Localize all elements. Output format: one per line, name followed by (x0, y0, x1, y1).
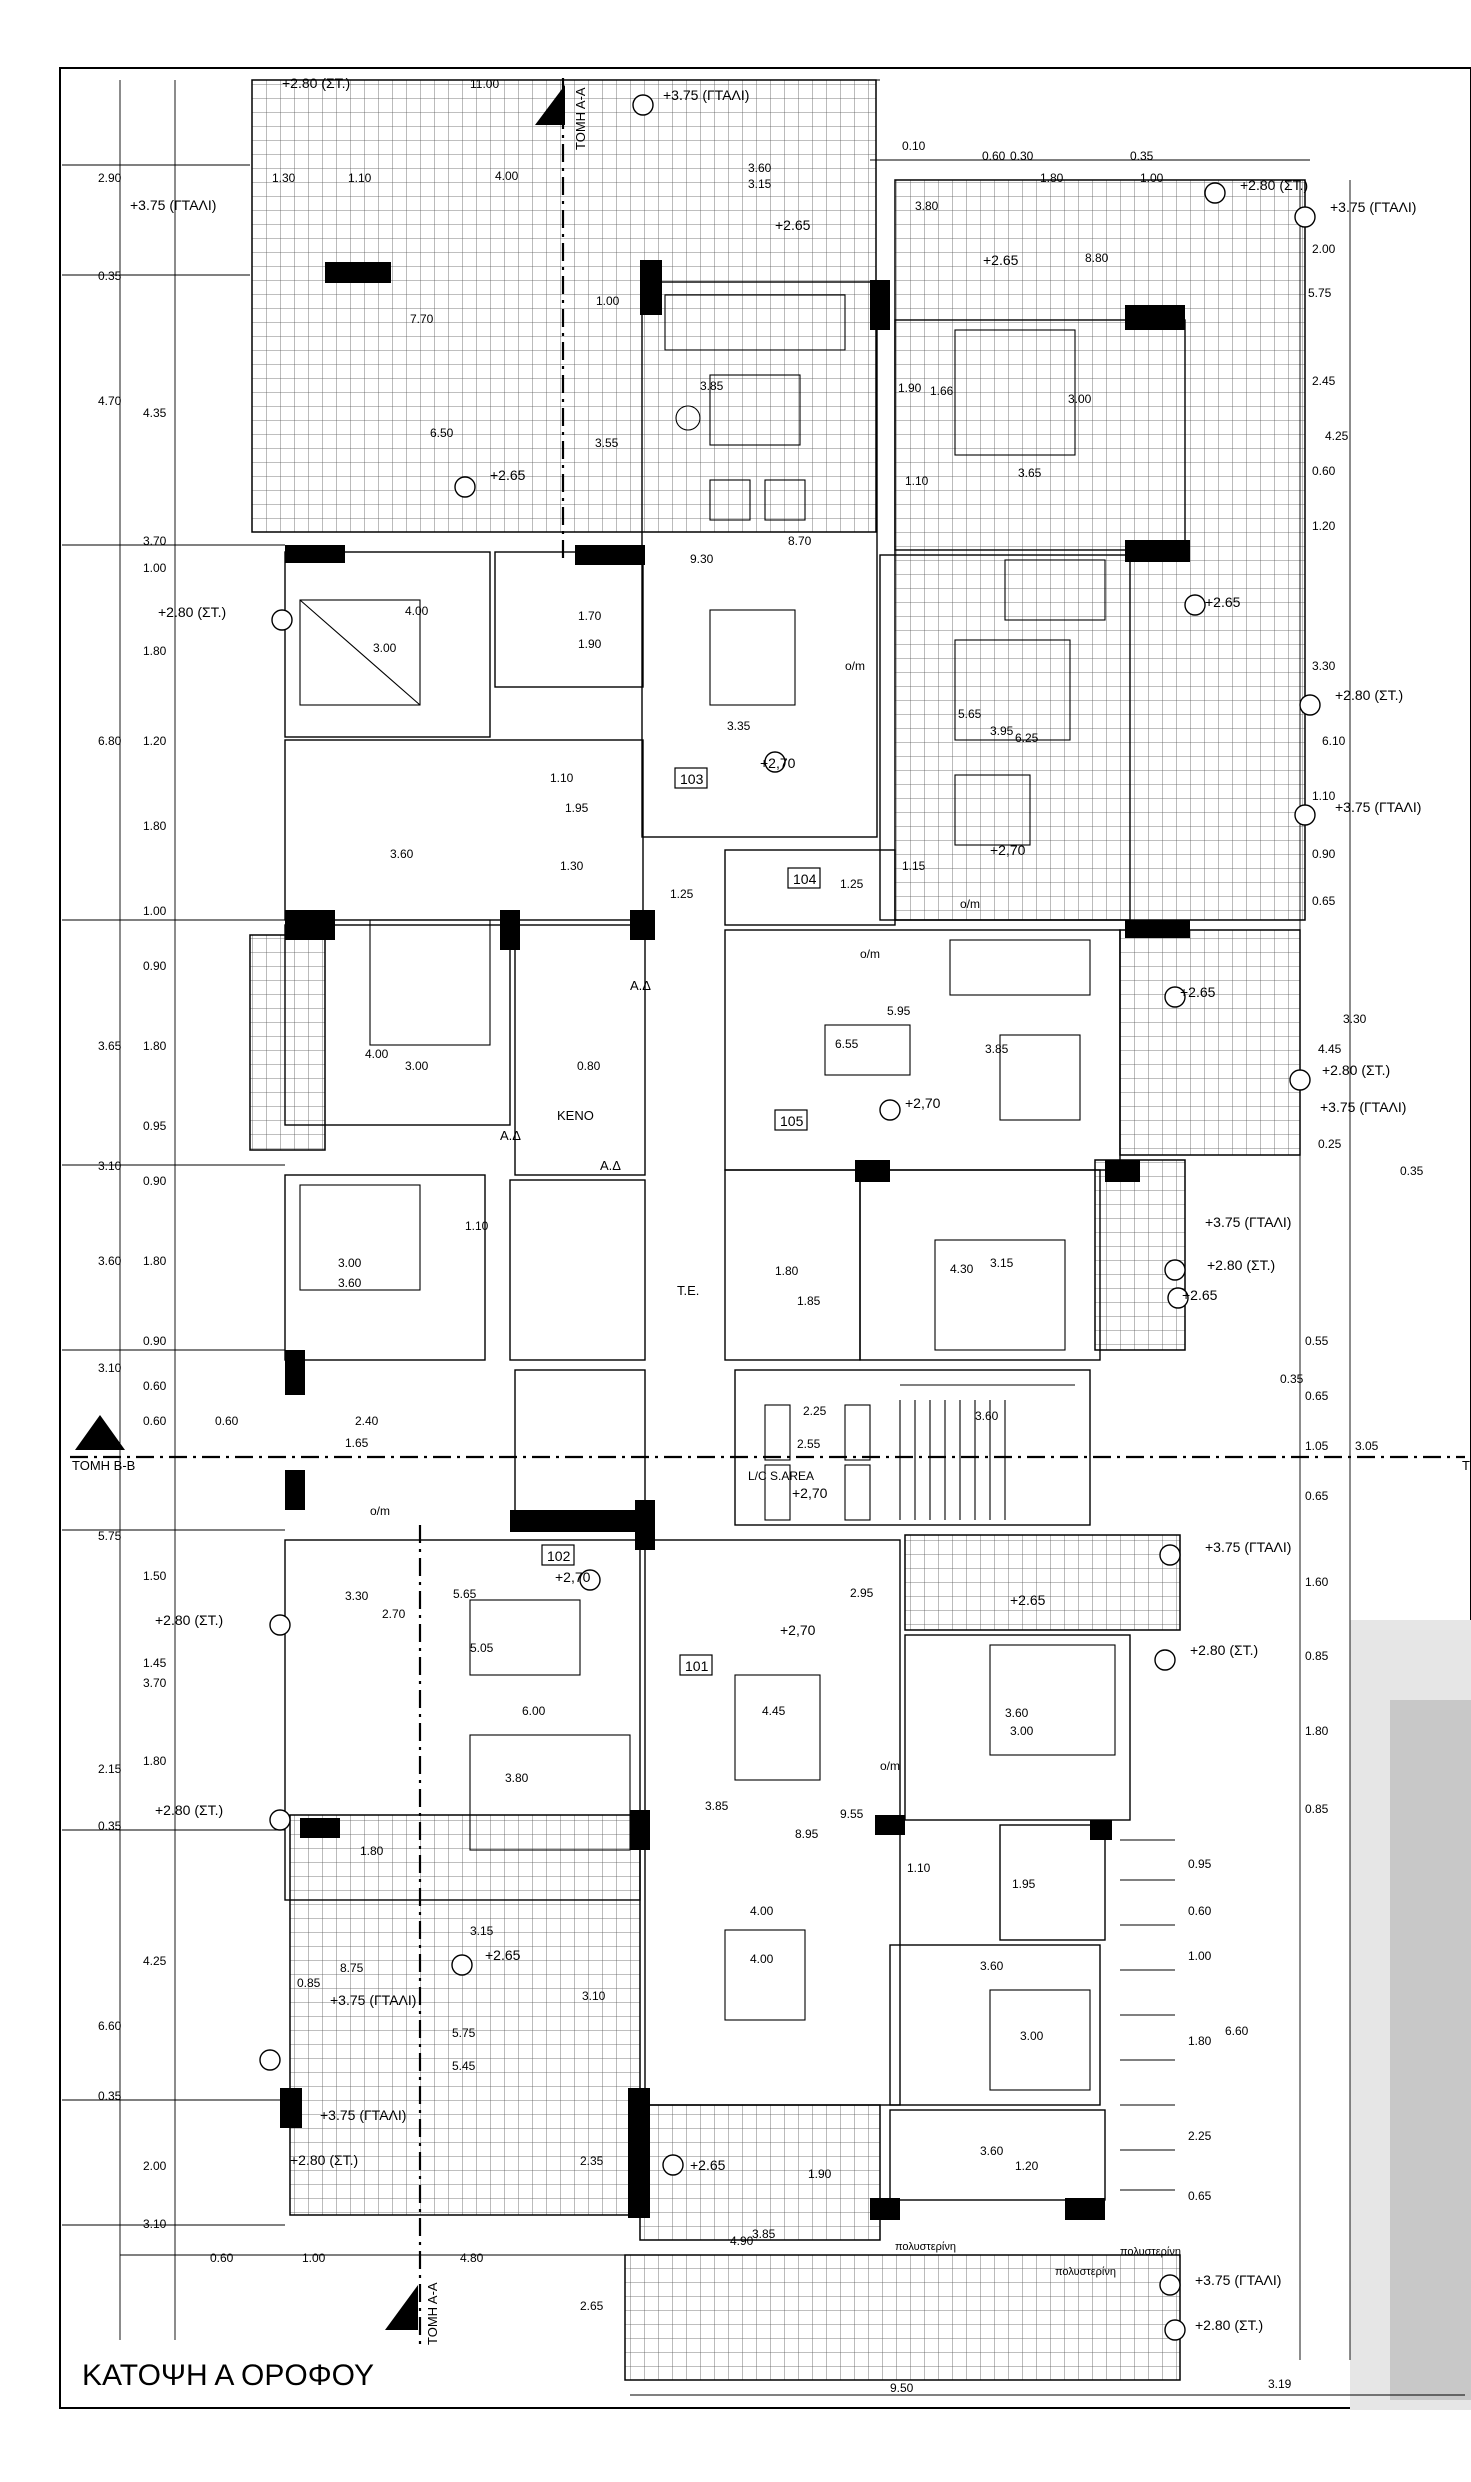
stairwell (735, 1370, 1090, 1525)
dim-label: 0.60 (210, 2251, 234, 2265)
level-label: +2,70 (990, 842, 1026, 858)
drawing-title: ΚΑΤΟΨΗ Α ΟΡΟΦΟΥ (82, 2359, 375, 2392)
bath-w2 (510, 1180, 645, 1360)
dim-label: 1.90 (808, 2167, 832, 2181)
dim-label: 6.60 (1225, 2024, 1249, 2038)
dim-label: 3.30 (1343, 1012, 1367, 1026)
dim-label: 1.10 (465, 1219, 489, 1233)
bedroom-e2 (860, 1170, 1100, 1360)
dim-label: 1.30 (560, 859, 584, 873)
level-label: +2.65 (1010, 1592, 1046, 1608)
dim-label: 3.65 (1018, 466, 1042, 480)
om-label: o/m (880, 1759, 901, 1773)
dim-label: 1.10 (905, 474, 929, 488)
dim-label: 0.85 (1305, 1649, 1329, 1663)
dim-label: 11.00 (470, 77, 500, 91)
level-label: +2.80 (ΣΤ.) (290, 2152, 359, 2168)
level-label: +2,70 (555, 1569, 591, 1585)
dim-label: 4.25 (143, 1954, 167, 1968)
dim-label: 2.25 (1188, 2129, 1212, 2143)
level-label: +3.75 (ΓΤΑΛΙ) (330, 1992, 417, 2008)
level-label: +2.65 (485, 1947, 521, 1963)
level-label: +2.80 (ΣΤ.) (1240, 177, 1309, 193)
dim-label: 3.00 (373, 641, 397, 655)
dim-label: 1.85 (797, 1294, 821, 1308)
dim-label: 1.00 (143, 561, 167, 575)
level-label: +2.65 (983, 252, 1019, 268)
dim-label: 2.90 (98, 171, 122, 185)
dim-label: 1.25 (840, 877, 864, 891)
dim-label: 4.30 (950, 1262, 974, 1276)
dim-label: 3.60 (980, 1959, 1004, 1973)
dim-label: 8.70 (788, 534, 812, 548)
dim-label: 2.95 (850, 1586, 874, 1600)
terrace-right-low (1095, 1160, 1185, 1350)
keno-void (515, 925, 645, 1175)
dim-label: 6.00 (522, 1704, 546, 1718)
dim-label: 1.66 (930, 384, 954, 398)
bedroom-w2 (285, 1175, 485, 1360)
level-label: +3.75 (ΓΤΑΛΙ) (1205, 1539, 1292, 1555)
level-label: +3.75 (ΓΤΑΛΙ) (663, 87, 750, 103)
dim-label: 3.70 (143, 534, 167, 548)
dim-label: 1.00 (143, 904, 167, 918)
dim-label: 0.35 (1130, 149, 1154, 163)
om-label: o/m (845, 659, 866, 673)
dim-label: 3.30 (345, 1589, 369, 1603)
dim-label: 0.90 (143, 1334, 167, 1348)
level-label: +2,70 (792, 1485, 828, 1501)
polysterini-label: πολυστερίνη (895, 2241, 956, 2253)
dim-label: 1.25 (670, 887, 694, 901)
dim-label: 3.95 (990, 724, 1014, 738)
dim-label: 1.80 (1040, 171, 1064, 185)
level-label: +2,70 (905, 1095, 941, 1111)
section-label-aa-top: ΤΟΜΗ Α-Α (573, 87, 588, 150)
level-label: +2.80 (ΣΤ.) (1190, 1642, 1259, 1658)
ad-label: Α.Δ (500, 1128, 521, 1143)
dim-label: 1.60 (1305, 1575, 1329, 1589)
polysterini-label: πολυστερίνη (1120, 2246, 1181, 2258)
dim-label: 4.00 (365, 1047, 389, 1061)
dim-label: 1.80 (143, 819, 167, 833)
dim-label: 1.65 (345, 1436, 369, 1450)
terrace-right-mid (1120, 930, 1300, 1155)
dim-label: 3.85 (752, 2227, 776, 2241)
dim-label: 5.05 (470, 1641, 494, 1655)
section-arrow-bb (75, 1415, 125, 1450)
dim-label: 3.00 (1068, 392, 1092, 406)
dim-label: 6.60 (98, 2019, 122, 2033)
dim-label: 3.10 (143, 2217, 167, 2231)
dim-label: 4.25 (1325, 429, 1349, 443)
dim-label: 2.00 (1312, 242, 1336, 256)
dim-label: 0.35 (98, 269, 122, 283)
dim-label: 1.50 (143, 1569, 167, 1583)
dim-label: 2.25 (803, 1404, 827, 1418)
dim-label: 3.30 (1312, 659, 1336, 673)
dim-label: 1.10 (1312, 789, 1336, 803)
apt-number: 102 (547, 1548, 571, 1564)
level-label: +2.65 (490, 467, 526, 483)
level-label: +2,70 (760, 755, 796, 771)
dim-label: 2.55 (797, 1437, 821, 1451)
dim-label: 2.15 (98, 1762, 122, 1776)
dim-label: 9.50 (890, 2381, 914, 2395)
section-label-aa-bottom: ΤΟΜΗ Α-Α (425, 2282, 440, 2345)
dim-label: 0.60 (143, 1414, 167, 1428)
dim-label: 3.05 (1355, 1439, 1379, 1453)
dim-label: 4.90 (730, 2234, 754, 2248)
dim-label: 1.10 (550, 771, 574, 785)
dim-label: 3.15 (748, 177, 772, 191)
bath-nw (495, 552, 643, 687)
terrace-mid-right (905, 1535, 1180, 1630)
dim-label: 6.80 (98, 734, 122, 748)
dim-label: 5.75 (452, 2026, 476, 2040)
level-label: +2.80 (ΣΤ.) (1195, 2317, 1264, 2333)
dim-label: 3.60 (980, 2144, 1004, 2158)
level-label: +3.75 (ΓΤΑΛΙ) (1330, 199, 1417, 215)
dim-label: 0.65 (1188, 2189, 1212, 2203)
dim-label: 3.60 (748, 161, 772, 175)
dim-label: 0.60 (143, 1379, 167, 1393)
dim-label: 0.85 (1305, 1802, 1329, 1816)
section-label-bb: ΤΟΜΗ Β-Β (72, 1458, 136, 1473)
om-label: o/m (960, 897, 981, 911)
dim-label: 6.55 (835, 1037, 859, 1051)
dim-label: 1.20 (143, 734, 167, 748)
dim-label: 1.15 (902, 859, 926, 873)
dim-label: 1.05 (1305, 1439, 1329, 1453)
level-label: +2.65 (1180, 984, 1216, 1000)
dim-label: 8.80 (1085, 251, 1109, 265)
dim-label: 9.30 (690, 552, 714, 566)
level-label: +2.80 (ΣΤ.) (1335, 687, 1404, 703)
dim-label: 4.00 (750, 1952, 774, 1966)
dim-label: 0.90 (1312, 847, 1336, 861)
dim-label: 3.60 (98, 1254, 122, 1268)
dim-label: 4.70 (98, 394, 122, 408)
apt-number: 104 (793, 871, 817, 887)
dim-label: 0.35 (1280, 1372, 1304, 1386)
keno-label: ΚΕΝΟ (557, 1108, 594, 1123)
dim-label: 0.60 (215, 1414, 239, 1428)
dim-label: 1.95 (565, 801, 589, 815)
dim-label: 0.90 (143, 959, 167, 973)
dim-label: 3.00 (405, 1059, 429, 1073)
dim-label: 4.45 (1318, 1042, 1342, 1056)
dim-label: 0.60 (982, 149, 1006, 163)
dim-label: 1.10 (348, 171, 372, 185)
dim-label: 1.00 (302, 2251, 326, 2265)
dim-label: 3.60 (1005, 1706, 1029, 1720)
dim-label: 0.10 (902, 139, 926, 153)
dim-label: 5.45 (452, 2059, 476, 2073)
level-label: +3.75 (ΓΤΑΛΙ) (1335, 799, 1422, 815)
dim-label: 2.45 (1312, 374, 1336, 388)
dim-label: 3.60 (975, 1409, 999, 1423)
dim-label: 3.00 (338, 1256, 362, 1270)
lift-area-label: L/C S.AREA (748, 1469, 815, 1483)
dim-label: 0.90 (143, 1174, 167, 1188)
dim-label: 5.65 (453, 1587, 477, 1601)
dim-label: 1.00 (596, 294, 620, 308)
section-arrow-aa-bottom (385, 2285, 418, 2330)
left-dimensions (98, 171, 239, 2231)
dim-label: 4.35 (143, 406, 167, 420)
dim-label: 8.75 (340, 1961, 364, 1975)
dim-label: 2.70 (382, 1607, 406, 1621)
dim-label: 0.80 (577, 1059, 601, 1073)
level-label: +2.80 (ΣΤ.) (155, 1802, 224, 1818)
level-label: +2.80 (ΣΤ.) (1207, 1257, 1276, 1273)
dim-label: 3.10 (582, 1989, 606, 2003)
dim-label: 0.35 (98, 1819, 122, 1833)
dim-label: 3.10 (98, 1159, 122, 1173)
dim-label: 2.35 (580, 2154, 604, 2168)
dim-label: 6.10 (1322, 734, 1346, 748)
dim-label: 1.00 (1188, 1949, 1212, 1963)
dim-label: 4.00 (750, 1904, 774, 1918)
dim-label: 1.80 (775, 1264, 799, 1278)
dim-label: 1.80 (143, 644, 167, 658)
dim-label: 6.50 (430, 426, 454, 440)
dim-label: 3.80 (505, 1771, 529, 1785)
dim-label: 3.10 (98, 1361, 122, 1375)
dim-label: 5.95 (887, 1004, 911, 1018)
dim-label: 0.55 (1305, 1334, 1329, 1348)
dim-label: 3.00 (1010, 1724, 1034, 1738)
dim-label: 0.95 (1188, 1857, 1212, 1871)
apartment-labels (547, 771, 817, 1674)
level-label: +3.75 (ΓΤΑΛΙ) (130, 197, 217, 213)
dim-label: 3.80 (915, 199, 939, 213)
dim-label: 1.80 (143, 1754, 167, 1768)
dim-label: 0.85 (297, 1976, 321, 1990)
om-label: o/m (860, 947, 881, 961)
te-label: T.E. (677, 1283, 700, 1298)
dim-label: 1.80 (1305, 1724, 1329, 1738)
dim-label: 4.00 (405, 604, 429, 618)
dim-label: 1.00 (1140, 171, 1164, 185)
dim-label: 0.30 (1010, 149, 1034, 163)
dim-label: 1.80 (143, 1254, 167, 1268)
terraces (250, 80, 1305, 2380)
level-label: +2.80 (ΣΤ.) (155, 1612, 224, 1628)
dim-label: 3.00 (1020, 2029, 1044, 2043)
dim-label: 1.45 (143, 1656, 167, 1670)
dim-label: 0.65 (1305, 1489, 1329, 1503)
dim-label: 1.20 (1015, 2159, 1039, 2173)
dim-label: 1.80 (143, 1039, 167, 1053)
apt-number: 105 (780, 1113, 804, 1129)
dim-label: 0.35 (98, 2089, 122, 2103)
dim-label: 1.90 (898, 381, 922, 395)
dim-label: 7.70 (410, 312, 434, 326)
dim-label: 3.55 (595, 436, 619, 450)
dim-label: 3.70 (143, 1676, 167, 1690)
level-label: +2.80 (ΣΤ.) (1322, 1062, 1391, 1078)
level-label: +2.80 (ΣΤ.) (158, 604, 227, 620)
dim-label: 1.10 (907, 1861, 931, 1875)
om-label: o/m (370, 1504, 391, 1518)
dim-label: 1.70 (578, 609, 602, 623)
dim-label: 6.25 (1015, 731, 1039, 745)
dim-label: 8.95 (795, 1827, 819, 1841)
dim-label: 0.35 (1400, 1164, 1424, 1178)
dim-label: 3.15 (470, 1924, 494, 1938)
ad-label: Α.Δ (630, 978, 651, 993)
dim-label: 4.45 (762, 1704, 786, 1718)
apt-number: 101 (685, 1658, 709, 1674)
dim-label: 0.65 (1312, 894, 1336, 908)
dim-label: 3.60 (390, 847, 414, 861)
dim-label: 1.95 (1012, 1877, 1036, 1891)
terrace-left-strip (250, 935, 325, 1150)
dim-label: 3.35 (727, 719, 751, 733)
dim-label: 3.60 (338, 1276, 362, 1290)
level-label: +3.75 (ΓΤΑΛΙ) (1320, 1099, 1407, 1115)
dim-label: 2.65 (580, 2299, 604, 2313)
dim-label: 0.60 (1312, 464, 1336, 478)
dim-label: 1.20 (1312, 519, 1336, 533)
dim-label: 3.85 (700, 379, 724, 393)
level-label: +2.65 (690, 2157, 726, 2173)
scan-shadow-dark (1390, 1700, 1471, 2400)
apt-nw-living (285, 740, 643, 920)
dim-label: 4.80 (460, 2251, 484, 2265)
level-label: +3.75 (ΓΤΑΛΙ) (1205, 1214, 1292, 1230)
dim-label: 3.85 (985, 1042, 1009, 1056)
level-label: +2.65 (775, 217, 811, 233)
level-label: +2.65 (1205, 594, 1241, 610)
dim-label: 3.65 (98, 1039, 122, 1053)
level-label: +2,70 (780, 1622, 816, 1638)
dim-label: 1.80 (360, 1844, 384, 1858)
section-label-edge: Τ (1462, 1458, 1470, 1473)
polysterini-label: πολυστερίνη (1055, 2266, 1116, 2278)
dim-label: 4.00 (495, 169, 519, 183)
dim-label: 5.75 (98, 1529, 122, 1543)
dim-label: 2.00 (143, 2159, 167, 2173)
level-label: +2.80 (ΣΤ.) (282, 75, 351, 91)
dim-label: 9.55 (840, 1807, 864, 1821)
level-label: +3.75 (ΓΤΑΛΙ) (320, 2107, 407, 2123)
dim-label: 1.30 (272, 171, 296, 185)
ad-label: Α.Δ (600, 1158, 621, 1173)
dim-label: 3.85 (705, 1799, 729, 1813)
dim-label: 1.80 (1188, 2034, 1212, 2048)
level-label: +3.75 (ΓΤΑΛΙ) (1195, 2272, 1282, 2288)
apt-105 (725, 930, 1120, 1170)
dim-label: 0.25 (1318, 1137, 1342, 1151)
dim-label: 0.65 (1305, 1389, 1329, 1403)
dim-label: 1.90 (578, 637, 602, 651)
dim-label: 0.60 (1188, 1904, 1212, 1918)
dim-label: 5.75 (1308, 286, 1332, 300)
dim-label: 2.40 (355, 1414, 379, 1428)
dim-label: 3.19 (1268, 2377, 1292, 2391)
level-label: +2.65 (1182, 1287, 1218, 1303)
dim-label: 3.15 (990, 1256, 1014, 1270)
apt-number: 103 (680, 771, 704, 787)
dim-label: 0.95 (143, 1119, 167, 1133)
dim-label: 5.65 (958, 707, 982, 721)
stair-w (515, 1370, 645, 1530)
